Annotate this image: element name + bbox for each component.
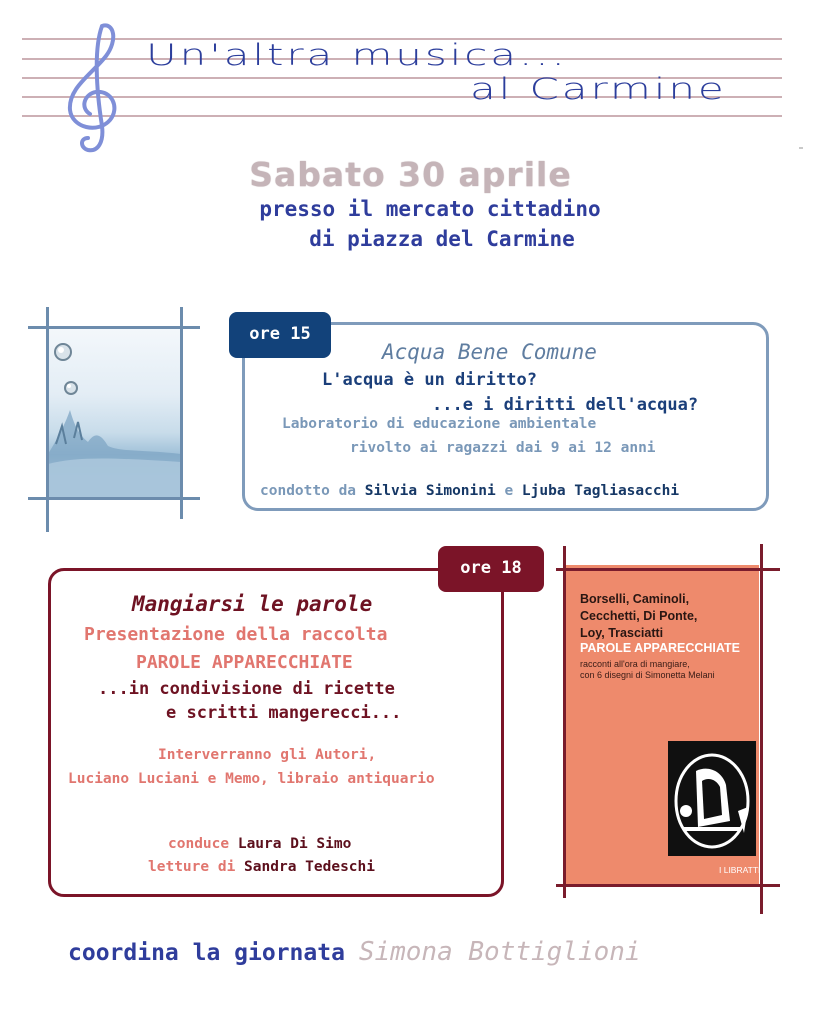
session-2-collection-name: PAROLE APPARECCHIATE [136,652,353,673]
session-1-time-badge: ore 15 [229,312,331,358]
session-1-lab-line-2: rivolto ai ragazzi dai 9 ai 12 anni [350,440,656,456]
session-2-time-badge: ore 18 [438,546,544,592]
session-2-sharing-line-2: e scritti mangerecci... [166,703,402,723]
coordinator-name: Simona Bottiglioni [358,937,641,967]
frame-line [28,497,200,500]
host-name: Laura Di Simo [237,836,352,852]
session-1-title: Acqua Bene Comune [382,340,597,364]
session-2-readings [148,859,375,875]
frame-line [556,884,780,887]
water-splash-image [48,326,181,498]
book-illustration [668,741,756,856]
session-1-hosts [260,483,679,499]
book-authors-line-2: Cecchetti, Di Ponte, [580,609,698,623]
frame-line [180,307,183,519]
session-2-host [168,836,351,852]
session-2-sharing-line-1: ...in condivisione di ricette [98,679,395,699]
session-2-presentation: Presentazione della raccolta [84,624,388,645]
session-2-title: Mangiarsi le parole [132,592,373,616]
venue-line-1: presso il mercato cittadino [259,197,601,221]
frame-line [556,568,780,571]
book-subtitle [580,659,715,681]
venue-line-2: di piazza del Carmine [309,227,575,251]
book-series: I LIBRATTI [719,865,761,875]
book-subtitle-line-2: con 6 disegni di Simonetta Melani [580,670,715,680]
host-1-name: Silvia Simonini [364,483,496,499]
conjunction: e [504,483,514,499]
book-authors [580,591,697,642]
readings-label: letture di [148,859,236,875]
session-1-question-2: ...e i diritti dell'acqua? [432,395,699,415]
session-2-speakers-line-2: Luciano Luciani e Memo, libraio antiquario [68,771,435,787]
corner-mark [799,147,803,149]
book-authors-line-1: Borselli, Caminoli, [580,592,690,606]
host-label: conduce [168,836,230,852]
frame-line [563,546,566,898]
footer-coordinator [68,937,641,967]
frame-line [28,326,200,329]
staff-line [22,115,782,117]
led-by-label: condotto da [260,483,357,499]
readings-name: Sandra Tedeschi [244,859,375,875]
frame-line [760,544,763,914]
session-1-lab-line-1: Laboratorio di educazione ambientale [282,416,597,432]
event-date: Sabato 30 aprile [249,155,572,194]
book-subtitle-line-1: racconti all'ora di mangiare, [580,659,690,669]
frame-line [46,307,49,532]
title-line-1: Un'altra musica... [146,38,568,72]
session-2-speakers-line-1: Interverranno gli Autori, [158,747,377,763]
book-title: PAROLE APPARECCHIATE [580,641,740,655]
title-line-2: al Carmine [470,72,727,106]
session-1-question-1: L'acqua è un diritto? [322,370,537,390]
book-authors-line-3: Loy, Trasciatti [580,626,664,640]
treble-clef-icon [58,18,128,158]
coordinator-label: coordina la giornata [68,940,345,966]
host-2-name: Ljuba Tagliasacchi [521,483,680,499]
